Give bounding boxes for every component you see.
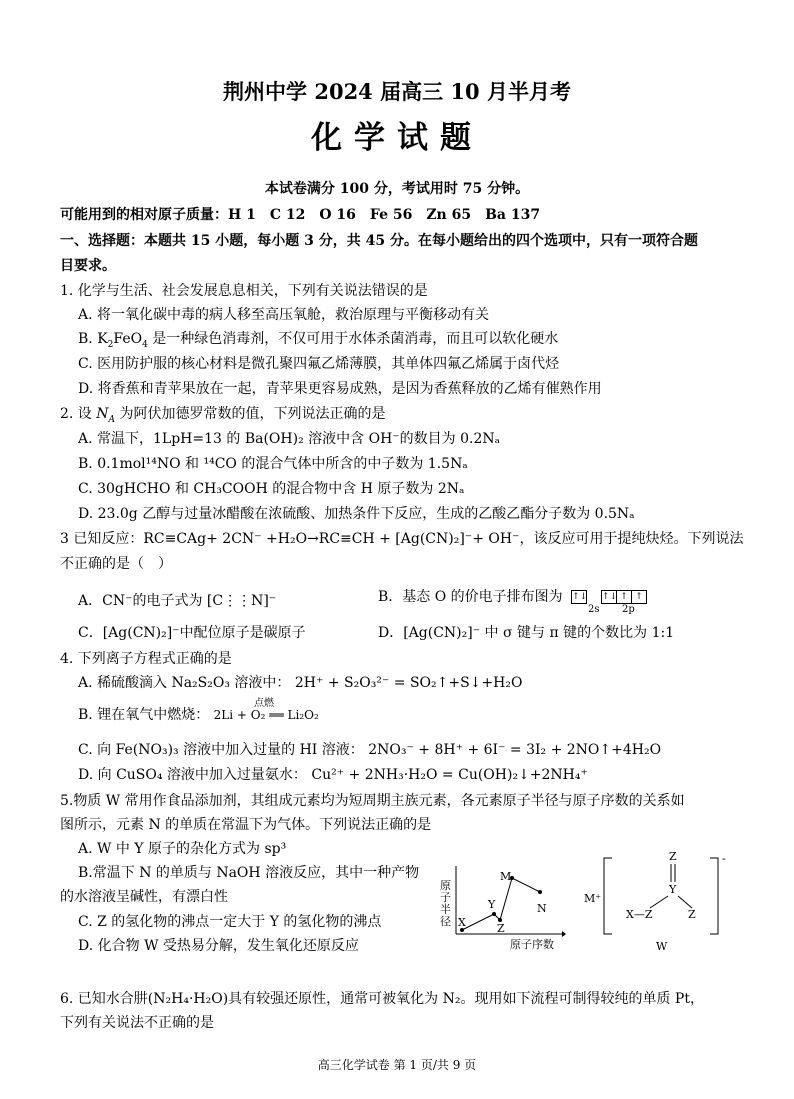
point-y [492,912,496,916]
q5-stem-2: 图所示，元素 N 的单质在常温下为气体。下列说法正确的是 [60,817,432,833]
graph-label-n: N [537,902,547,915]
structure-center-y: Y [669,883,677,896]
q1-option-a: A. 将一氧化碳中毒的病人移至高压氧舱，救治原理与平衡移动有关 [78,307,490,323]
q3-option-a: A．CN⁻的电子式为 [C⋮⋮N]⁻ [78,593,277,609]
q4-equation-a: 2H⁺ + S₂O₃²⁻ = SO₂↑+S↓+H₂O [294,675,523,691]
q3-option-c: C．[Ag(CN)₂]⁻中配位原子是碳原子 [78,625,306,641]
section-instructions-2: 目要求。 [60,258,116,274]
structure-right-z: Z [688,908,696,921]
cn-lewis-structure: [C⋮⋮N]⁻ [206,593,277,609]
q1-option-b: B. $K_2FeO_4$ 是一种绿色消毒剂，不仅可用于水体杀菌消毒，而且可以软化硬水 [78,331,559,350]
orbital-2p-box-2: ↑ [616,590,632,604]
q6-stem-2: 下列有关说法不正确的是 [60,1015,214,1031]
q2-option-c: C. 30gHCHO 和 CH₃COOH 的混合物中含 H 原子数为 2Nₐ [78,481,465,497]
q2-option-b: B. 0.1mol¹⁴NO 和 ¹⁴CO 的混合气体中所含的中子数为 1.5Nₐ [78,456,468,472]
q2-option-d: D. 23.0g 乙醇与过量冰醋酸在浓硫酸、加热条件下反应，生成的乙酸乙酯分子数为 0.5Nₐ [78,506,635,522]
exam-subject: 化学试题 [311,120,483,156]
q3-option-b: B．基态 O 的价电子排布图为 ↑↓ ↑↓ ↑ ↑ [378,588,646,606]
q4-equation-d: Cu²⁺ + 2NH₃·H₂O = Cu(OH)₂↓+2NH₄⁺ [311,767,588,783]
right-bracket [710,858,718,934]
graph-label-x: X [458,916,466,929]
structure-left-xz: X—Z [626,908,653,921]
graph-label-y: Y [488,898,496,911]
left-bracket [604,858,612,934]
graph-label-m: M [500,870,512,883]
bond-left [650,896,668,908]
q5-stem-1: 5.物质 W 常用作食品添加剂，其组成元素均为短周期主族元素，各元素原子半径与原子序数的关系如 [60,793,685,809]
orbital-2p-label: 2p [622,604,635,615]
q4-b-condition: 点燃 [254,698,274,709]
page-footer: 高三化学试卷 第 1 页/共 9 页 [317,1058,477,1072]
graph-x-arrow [562,931,566,937]
graph-x-label: 原子序数 [510,938,554,951]
structure-name-w: W [656,940,668,953]
q4-equation-c: 2NO₃⁻ + 8H⁺ + 6I⁻ = 3I₂ + 2NO↑+4H₂O [368,742,662,758]
q4-option-b: B. 锂在氧气中燃烧： 2Li + O₂ ══ Li₂O₂ [78,707,319,723]
score-time-note: 本试卷满分 100 分，考试用时 75 分钟。 [264,181,530,197]
q5-option-b-1: B.常温下 N 的单质与 NaOH 溶液反应，其中一种产物 [78,865,420,881]
structure-w-diagram [600,850,730,942]
orbital-2p-box-1: ↑↓ [602,592,618,602]
q1-option-c: C. 医用防护服的核心材料是微孔聚四氟乙烯薄膜，其单体四氟乙烯属于卤代烃 [78,356,560,372]
q3-stem-2: 不正确的是（ ） [60,556,172,572]
q4-equation-b: 2Li + O₂ ══ Li₂O₂ [213,708,319,722]
section-instructions-1: 一、选择题：本题共 15 小题，每小题 3 分，共 45 分。在每小题给出的四个选项中，只有一项符合题 [60,233,698,249]
q5-option-c: C. Z 的氢化物的沸点一定大于 Y 的氢化物的沸点 [78,914,382,930]
orbital-diagram [571,588,646,606]
orbital-2s-box: ↑↓ [572,592,588,602]
structure-cation: M⁺ [584,892,602,905]
structure-top-z: Z [669,850,677,863]
graph-label-z: Z [497,922,505,935]
q4-option-d: D. 向 CuSO₄ 溶液中加入过量氨水： Cu²⁺ + 2NH₃·H₂O = Cu(OH)₂↓+2NH₄⁺ [78,767,588,783]
q2-stem: 2. 设 $N_A$ 为阿伏加德罗常数的值，下列说法正确的是 [60,406,386,425]
orbital-2s-label: 2s [588,604,600,615]
q5-option-a: A. W 中 Y 原子的杂化方式为 sp³ [78,841,287,857]
q5-option-d: D. 化合物 W 受热易分解，发生氧化还原反应 [78,938,359,954]
q1-stem: 1. 化学与生活、社会发展息息相关，下列有关说法错误的是 [60,283,428,299]
q3-stem-1: 3 已知反应：RC≡CAg+ 2CN⁻ +H₂O→RC≡CH + [Ag(CN)₂]⁻+ OH⁻，该反应可用于提纯炔烃。下列说法 [60,531,744,547]
graph-y-label: 原 子 半 径 [440,879,451,928]
q4-stem: 4. 下列离子方程式正确的是 [60,651,232,667]
exam-title: 荆州中学 2024 届高三 10 月半月考 [223,79,571,104]
q6-stem-1: 6. 已知水合肼(N₂H₄·H₂O)具有较强还原性，通常可被氧化为 N₂。现用如下流程可制得较纯的单质 Pt， [60,991,704,1007]
structure-charge: - [722,852,726,865]
atomic-masses: 可能用到的相对原子质量：H 1 C 12 O 16 Fe 56 Zn 65 Ba 137 [60,207,541,223]
q2-option-a: A. 常温下，1LpH=13 的 Ba(OH)₂ 溶液中含 OH⁻的数目为 0.2Nₐ [78,431,501,447]
q3-option-d: D．[Ag(CN)₂]⁻ 中 σ 键与 π 键的个数比为 1:1 [378,625,675,641]
q4-option-c: C. 向 Fe(NO₃)₃ 溶液中加入过量的 HI 溶液： 2NO₃⁻ + 8H⁺ + 6I⁻ = 3I₂ + 2NO↑+4H₂O [78,742,662,758]
q5-option-b-2: 的水溶液呈碱性，有漂白性 [60,889,228,905]
bond-right [678,896,692,908]
q4-option-a: A. 稀硫酸滴入 Na₂S₂O₃ 溶液中： 2H⁺ + S₂O₃²⁻ = SO₂↑+S↓+H₂O [78,675,523,691]
q1-option-d: D. 将香蕉和青苹果放在一起，青苹果更容易成熟，是因为香蕉释放的乙烯有催熟作用 [78,381,602,397]
point-n [538,890,542,894]
orbital-2p-box-3: ↑ [631,590,647,604]
